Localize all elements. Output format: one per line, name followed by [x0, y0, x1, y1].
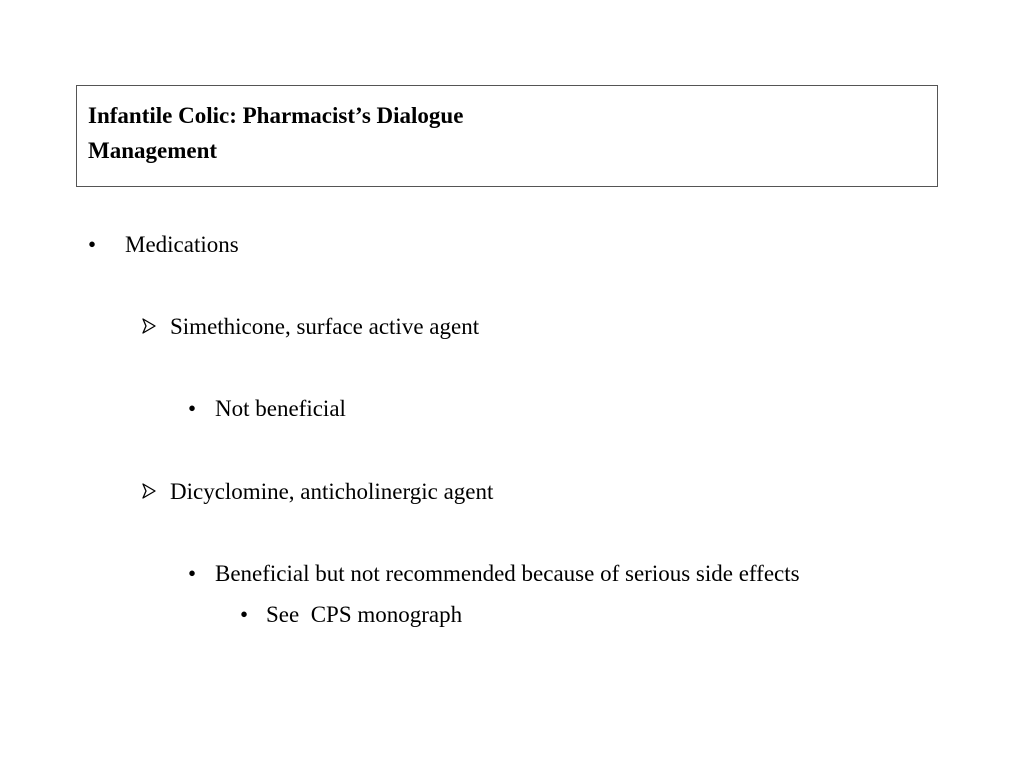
list-item-see-cps-monograph: See CPS monograph: [266, 602, 463, 627]
title-box: [76, 85, 938, 187]
slide-title-line-1: Infantile Colic: Pharmacist’s Dialogue: [88, 103, 464, 128]
list-item-dicyclomine: Dicyclomine, anticholinergic agent: [170, 479, 494, 504]
bullet-dot-icon: •: [240, 602, 249, 627]
slide-title-line-2: Management: [88, 138, 218, 163]
arrow-bullet-icon: [141, 318, 157, 334]
list-item-medications: Medications: [125, 232, 239, 257]
bullet-dot-icon: •: [188, 396, 197, 421]
list-item-beneficial-not-recommended: Beneficial but not recommended because of serious side effects: [215, 561, 800, 586]
arrow-bullet-icon: [141, 483, 157, 499]
bullet-dot-icon: •: [188, 561, 197, 586]
bullet-dot-icon: •: [88, 232, 97, 257]
list-item-not-beneficial: Not beneficial: [215, 396, 346, 421]
list-item-simethicone: Simethicone, surface active agent: [170, 314, 480, 339]
